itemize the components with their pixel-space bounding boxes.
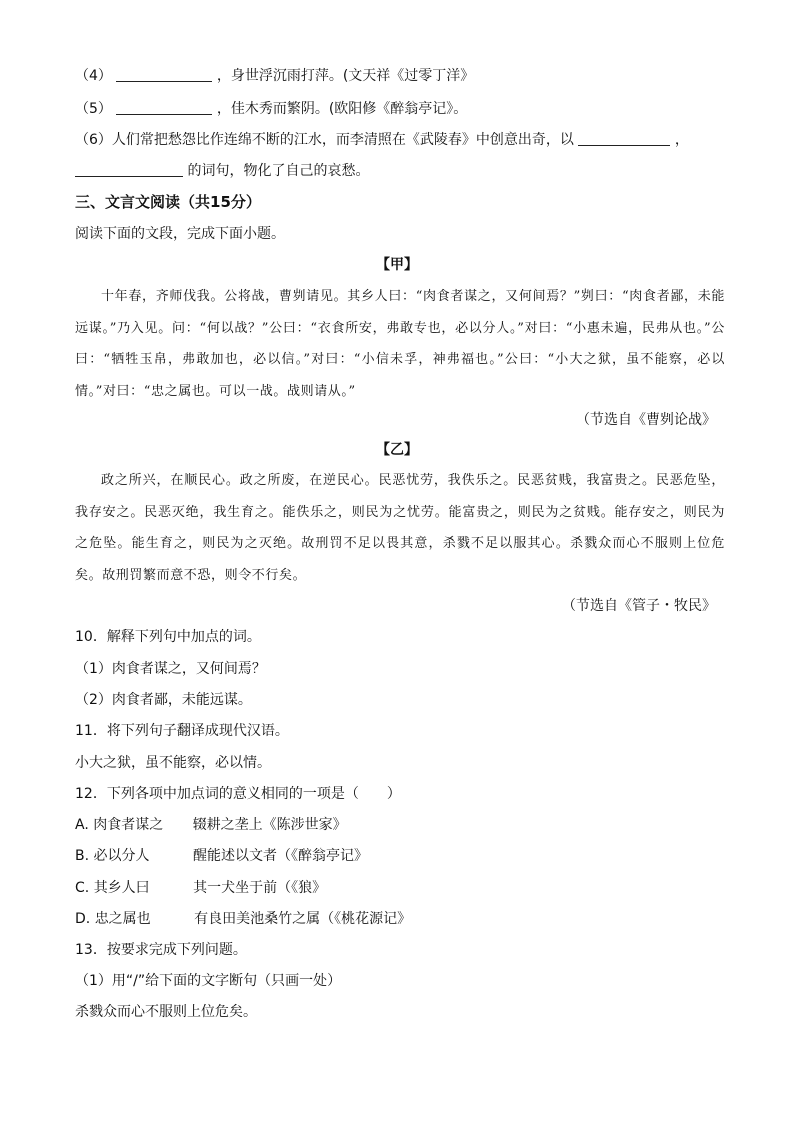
question-13-item-1: （1）用“/”给下面的文字断句（只画一处）: [75, 973, 342, 989]
fill-in-q5: [75, 100, 467, 118]
question-12-option-b[interactable]: [75, 847, 368, 865]
passage-jia-source: （节选自《曹刿论战》: [576, 412, 716, 428]
q6-answer-blank-2[interactable]: [75, 162, 183, 177]
option-a-left: 肉食者谋之: [93, 817, 164, 833]
q6-answer-blank-1[interactable]: [578, 131, 670, 146]
question-12-stem: 12．下列各项中加点词的意义相同的一项是（ ）: [75, 786, 401, 802]
option-b-left: 必以分人: [93, 848, 150, 864]
option-c-right: 其一犬坐于前（《狼》: [193, 880, 327, 896]
q6-text-2: 的词句，物化了自己的哀愁。: [187, 163, 370, 179]
fill-in-q4: [75, 67, 474, 85]
q5-answer-blank[interactable]: [116, 100, 212, 115]
option-letter: C.: [75, 880, 90, 896]
q6-text-1: （6）人们常把愁怨比作连绵不断的江水，而李清照在《武陵春》中创意出奇，以: [75, 132, 574, 148]
question-10-item-1: （1）肉食者谋之，又何间焉？: [75, 661, 266, 677]
q4-number: （4）: [75, 68, 112, 84]
option-a-right: 辍耕之垄上《陈涉世家》: [192, 817, 347, 833]
option-b-right: 醒能述以文者（《醉翁亭记》: [192, 848, 368, 864]
question-13-stem: 13．按要求完成下列问题。: [75, 942, 247, 958]
question-10-stem: 10．解释下列句中加点的词。: [75, 629, 261, 645]
option-d-right: 有良田美池桑竹之属（《桃花源记》: [194, 911, 412, 927]
q6-comma: ，: [674, 132, 689, 148]
section-3-title: 三、文言文阅读（共15分）: [75, 193, 261, 211]
question-12-option-d[interactable]: [75, 910, 411, 928]
option-letter: D.: [75, 911, 91, 927]
question-11-stem: 11．将下列句子翻译成现代汉语。: [75, 723, 289, 739]
fill-in-q6-line2: [75, 162, 369, 180]
question-13-sentence: 杀戮众而心不服则上位危矣。: [75, 1004, 257, 1020]
option-d-left: 忠之属也: [94, 911, 151, 927]
q5-number: （5）: [75, 101, 112, 117]
passage-yi-text: 政之所兴，在顺民心。政之所废，在逆民心。民恶忧劳，我佚乐之。民恶贫贱，我富贵之。民恶危坠，我存安之。民恶灭绝，我生育之。能佚乐之，则民为之忧劳。能富贵之，则民为之贫贱。能存安之，则民为之危坠。能生育之，则民为之灭绝。故刑罚不足以畏其意，杀戮不足以服其心。杀戮众而心不服则上位危矣。故刑罚繁而意不恐，则令不行矣。: [75, 473, 725, 583]
option-letter: A.: [75, 817, 89, 833]
section-3-instruction: 阅读下面的文段，完成下面小题。: [75, 226, 285, 242]
question-12-option-c[interactable]: [75, 879, 326, 897]
passage-jia-heading: 【甲】: [376, 257, 418, 273]
q5-text: ，佳木秀而繁阴。(欧阳修《醉翁亭记》。: [216, 101, 468, 117]
q4-text: ，身世浮沉雨打萍。(文天祥《过零丁洋》: [216, 68, 475, 84]
passage-yi-heading: 【乙】: [376, 442, 418, 458]
fill-in-q6-line1: [75, 131, 689, 149]
q4-answer-blank[interactable]: [116, 67, 212, 82]
passage-jia-text: 十年春，齐师伐我。公将战，曹刿请见。其乡人曰：“肉食者谋之，又何间焉？”刿曰：“肉食者鄙，未能远谋。”乃入见。问：“何以战？”公曰：“衣食所安，弗敢专也，必以分人。”对曰：“小惠未遍，民弗从也。”公曰：“牺牲玉帛，弗敢加也，必以信。”对曰：“小信未孚，神弗福也。”公曰：“小大之狱，虽不能察，必以情。”对曰：“忠之属也。可以一战。战则请从。”: [75, 289, 725, 399]
option-letter: B.: [75, 848, 90, 864]
question-10-item-2: （2）肉食者鄙，未能远谋。: [75, 692, 252, 708]
question-11-sentence: 小大之狱，虽不能察，必以情。: [75, 755, 271, 771]
passage-yi-source: （节选自《管子・牧民》: [562, 598, 716, 614]
question-12-option-a[interactable]: [75, 816, 347, 834]
option-c-left: 其乡人曰: [93, 880, 150, 896]
